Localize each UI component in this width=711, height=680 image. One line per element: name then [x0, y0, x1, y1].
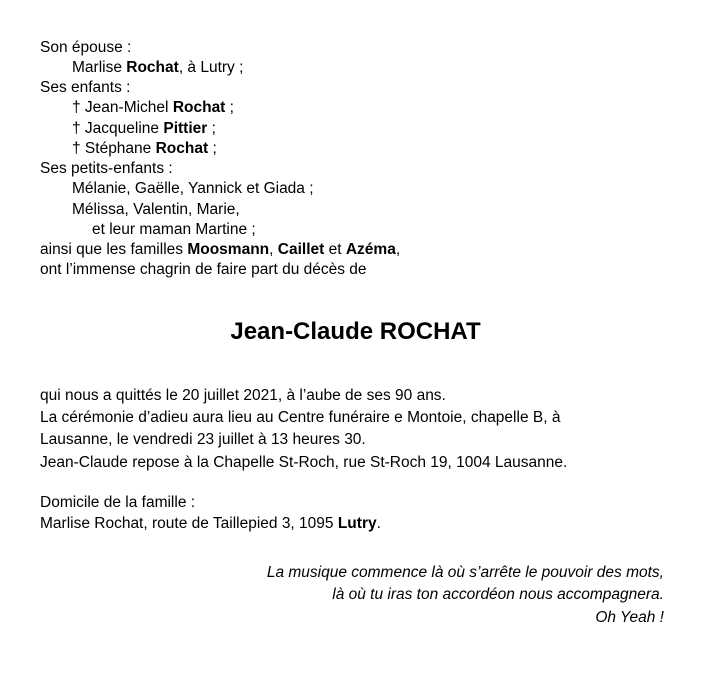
child-last-name: Rochat — [155, 140, 209, 157]
domicile-street: Marlise Rochat, route de Taillepied 3, 1095 — [40, 515, 334, 532]
families-line — [40, 240, 400, 260]
grandchildren-line: Mélissa, Valentin, Marie, — [72, 201, 240, 218]
quote-line: Oh Yeah ! — [595, 609, 664, 626]
family-name: Moosmann — [187, 241, 270, 258]
spouse-heading: Son épouse : — [40, 39, 132, 56]
spouse-last-name: Rochat — [126, 59, 179, 76]
child-line — [72, 139, 217, 159]
domicile-heading: Domicile de la famille : — [40, 494, 196, 511]
families-separator: , — [269, 241, 274, 258]
domicile-suffix: . — [376, 515, 381, 532]
deceased-name: Jean-Claude ROCHAT — [230, 318, 481, 345]
quote-line: là où tu iras ton accordéon nous accompagnera. — [332, 586, 664, 603]
children-heading: Ses enfants : — [40, 79, 131, 96]
details-line: qui nous a quittés le 20 juillet 2021, à l’aube de ses 90 ans. — [40, 387, 446, 404]
child-first-name: † Jean-Michel — [72, 99, 169, 116]
details-line: La cérémonie d’adieu aura lieu au Centre funéraire e Montoie, chapelle B, à — [40, 409, 561, 426]
grandchildren-line: et leur maman Martine ; — [92, 221, 256, 238]
spouse-line — [72, 58, 243, 78]
family-name: Azéma — [345, 241, 396, 258]
child-line — [72, 98, 234, 118]
child-suffix: ; — [208, 140, 217, 157]
families-prefix: ainsi que les familles — [40, 241, 184, 258]
child-first-name: † Stéphane — [72, 140, 152, 157]
family-name: Caillet — [277, 241, 325, 258]
quote-line: La musique commence là où s’arrête le pouvoir des mots, — [266, 564, 664, 581]
child-last-name: Rochat — [172, 99, 226, 116]
domicile-address — [40, 514, 381, 534]
families-suffix: , — [395, 241, 401, 258]
details-line: Lausanne, le vendredi 23 juillet à 13 heures 30. — [40, 431, 366, 448]
spouse-suffix: , à Lutry ; — [178, 59, 244, 76]
spouse-first-name: Marlise — [72, 59, 122, 76]
grandchildren-line: Mélanie, Gaëlle, Yannick et Giada ; — [72, 180, 314, 197]
child-line — [72, 119, 216, 139]
announcement-text: ont l’immense chagrin de faire part du décès de — [40, 261, 367, 278]
details-line: Jean-Claude repose à la Chapelle St-Roch, rue St-Roch 19, 1004 Lausanne. — [40, 454, 568, 471]
domicile-city: Lutry — [337, 515, 377, 532]
families-separator: et — [328, 241, 342, 258]
child-suffix: ; — [225, 99, 234, 116]
child-suffix: ; — [207, 120, 216, 137]
grandchildren-heading: Ses petits-enfants : — [40, 160, 173, 177]
child-first-name: † Jacqueline — [72, 120, 160, 137]
child-last-name: Pittier — [163, 120, 208, 137]
